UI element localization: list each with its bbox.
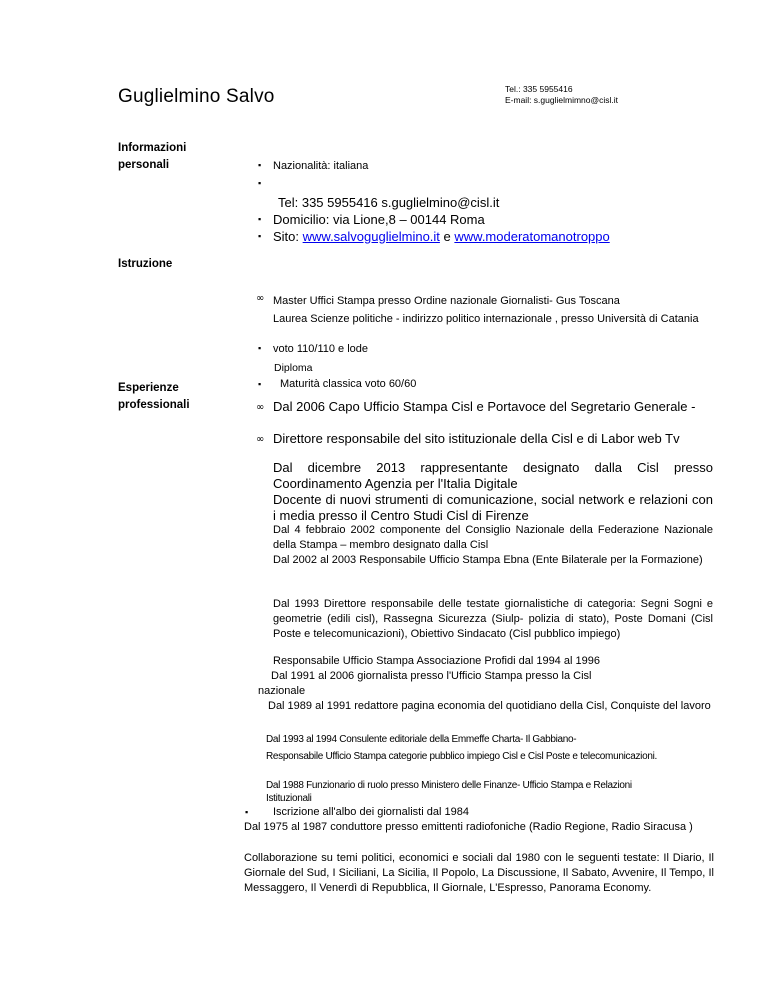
- exp-fnsi: Dal 4 febbraio 2002 componente del Consiglio Nazionale della Federazione Nazionale della Stampa – membro designato dalla Cisl: [273, 524, 713, 551]
- heading-line: Informazioni: [118, 142, 187, 154]
- exp-ebna: Dal 2002 al 2003 Responsabile Ufficio Stampa Ebna (Ente Bilaterale per la Formazione): [273, 554, 703, 566]
- exp-profidi: Responsabile Ufficio Stampa Associazione Profidi dal 1994 al 1996: [273, 655, 600, 667]
- site-prefix: Sito:: [273, 229, 303, 244]
- edu-maturita: Maturità classica voto 60/60: [280, 378, 417, 390]
- exp-resp-categorie: Responsabile Ufficio Stampa categorie pubblico impiego Cisl e Cisl Poste e telecomunicazioni.: [266, 751, 658, 762]
- site-separator: e: [439, 229, 455, 244]
- infinity-bullet-icon: ∞: [256, 402, 265, 413]
- edu-voto: voto 110/110 e lode: [273, 343, 369, 355]
- exp-albo: Iscrizione all'albo dei giornalisti dal 1984: [273, 806, 469, 818]
- site-link-2[interactable]: www.moderatomanotroppo: [454, 229, 610, 244]
- edu-master: Master Uffici Stampa presso Ordine nazionale Giornalisti- Gus Toscana: [273, 295, 620, 307]
- section-heading-experience: [118, 380, 190, 414]
- edu-diploma: Diploma: [274, 362, 313, 374]
- site-link-1[interactable]: www.salvoguglielmino.it: [302, 229, 440, 244]
- heading-line: Esperienze: [118, 382, 179, 394]
- square-bullet-icon: ▪: [258, 214, 262, 224]
- address: Domicilio: via Lione,8 – 00144 Roma: [273, 212, 485, 227]
- square-bullet-icon: ▪: [258, 343, 262, 353]
- square-bullet-icon: ▪: [258, 178, 262, 188]
- exp-ministero: Dal 1988 Funzionario di ruolo presso Ministero delle Finanze- Ufficio Stampa e Relazioni Istituzionali: [266, 780, 632, 804]
- heading-line: professionali: [118, 399, 190, 411]
- square-bullet-icon: ▪: [258, 231, 262, 241]
- exp-radio: Dal 1975 al 1987 conduttore presso emittenti radiofoniche (Radio Regione, Radio Siracusa ): [244, 821, 693, 833]
- exp-direttore-sito: Direttore responsabile del sito istituzionale della Cisl e di Labor web Tv: [273, 431, 680, 446]
- exp-docente: Docente di nuovi strumenti di comunicazione, social network e relazioni con i media presso il Centro Studi Cisl di Firenze: [273, 492, 713, 523]
- website-line: [273, 229, 610, 245]
- header-phone: Tel.: 335 5955416: [505, 84, 573, 94]
- section-heading-personal: [118, 140, 186, 174]
- header-contact: [505, 84, 618, 106]
- person-name: Guglielmino Salvo: [118, 86, 275, 107]
- square-bullet-icon: ▪: [258, 160, 262, 170]
- exp-collaborazioni: Collaborazione su temi politici, economici e sociali dal 1980 con le seguenti testate: Il Diario, Il Giornale del Sud, I Siciliani, La Sicilia, Il Popolo, La Discussione, Il Sabato, Avvenire, Il Tempo, Il Messaggero, Il Venerdì di Repubblica, Il Giornale, L'Espresso, Panorama Economy.: [244, 852, 714, 894]
- exp-testate-1993: Dal 1993 Direttore responsabile delle testate giornalistiche di categoria: Segni Sogni e geometrie (edili cisl), Rassegna Sicurezza (Siulp- polizia di stato), Poste Domani (Cisl Poste e telecomunicazioni), Obiettivo Sindacato (Cisl pubblico impiego): [273, 598, 713, 640]
- exp-capo-ufficio: Dal 2006 Capo Ufficio Stampa Cisl e Portavoce del Segretario Generale -: [273, 399, 696, 414]
- nationality: Nazionalità: italiana: [273, 160, 369, 172]
- infinity-bullet-icon: ∞: [256, 293, 265, 304]
- infinity-bullet-icon: ∞: [256, 434, 265, 445]
- exp-agid: Dal dicembre 2013 rappresentante designato dalla Cisl presso Coordinamento Agenzia per l'Italia Digitale: [273, 460, 713, 491]
- square-bullet-icon: ▪: [258, 379, 262, 389]
- exp-emmeffe: Dal 1993 al 1994 Consulente editoriale della Emmeffe Charta- Il Gabbiano-: [266, 734, 577, 745]
- section-heading-education: Istruzione: [118, 258, 173, 270]
- header-email: E-mail: s.guglielmimno@cisl.it: [505, 95, 619, 105]
- text-line: nazionale: [258, 685, 306, 697]
- exp-giornalista-1991: [258, 669, 718, 699]
- text-line: Dal 1991 al 2006 giornalista presso l'Ufficio Stampa presso la Cisl: [271, 670, 592, 682]
- edu-laurea: Laurea Scienze politiche - indirizzo politico internazionale , presso Università di Catania: [273, 313, 699, 325]
- exp-conquiste: Dal 1989 al 1991 redattore pagina economia del quotidiano della Cisl, Conquiste del lavoro: [268, 700, 711, 712]
- heading-line: personali: [118, 159, 170, 171]
- square-bullet-icon: ▪: [245, 807, 249, 817]
- phone-email: Tel: 335 5955416 s.guglielmino@cisl.it: [278, 195, 500, 210]
